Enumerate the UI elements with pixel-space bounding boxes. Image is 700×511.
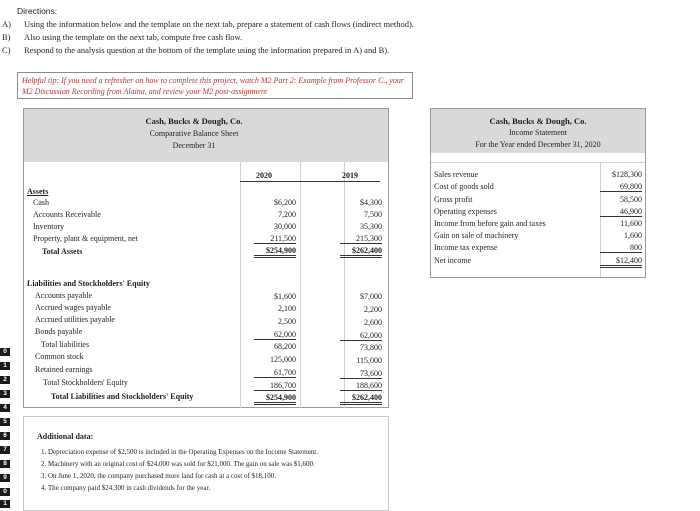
row-number[interactable]: 9 <box>0 474 10 482</box>
grid-line <box>300 162 301 408</box>
header-underline <box>240 181 380 182</box>
directions-title: Directions: <box>17 6 58 16</box>
is-row-value: 46,900 <box>600 207 642 217</box>
bs-row-label: Accrued utilities payable <box>35 315 115 324</box>
bs-value-2020: 2,100 <box>278 304 296 313</box>
is-row-value: 800 <box>600 243 642 253</box>
bs-value-2020: $1,600 <box>274 292 296 301</box>
bs-row-label: Accrued wages payable <box>35 303 111 312</box>
is-row-label: Gross profit <box>434 195 473 204</box>
row-number[interactable]: 2 <box>0 376 10 384</box>
row-number[interactable]: 0 <box>0 488 10 496</box>
row-number[interactable]: 5 <box>0 418 10 426</box>
is-row-label: Income tax expense <box>434 243 498 252</box>
bs-row-label: Retained earnings <box>35 365 93 374</box>
is-company-name: Cash, Bucks & Dough, Co. <box>489 116 587 126</box>
bs-value-2020: 7,200 <box>278 210 296 219</box>
bs-value-2020: 125,000 <box>270 355 296 364</box>
row-number[interactable]: 8 <box>0 460 10 468</box>
row-number[interactable]: 1 <box>0 500 10 508</box>
bs-value-2019: 7,500 <box>364 210 382 219</box>
row-number[interactable]: 4 <box>0 404 10 412</box>
bs-row-label: Accounts Receivable <box>33 210 101 219</box>
bs-value-2019: 2,200 <box>364 305 382 314</box>
bs-value-2019: 2,600 <box>364 318 382 327</box>
total-equity-2020: 186,700 <box>254 381 296 391</box>
total-le-2019: $262,400 <box>340 393 382 405</box>
direction-text: Using the information below and the template on the next tab, prepare a statement of cash flows (indirect method). <box>24 19 414 29</box>
bs-value-2019: 35,300 <box>360 222 382 231</box>
total-liabilities-label: Total liabilities <box>41 340 90 349</box>
is-row-label: Operating expenses <box>434 207 497 216</box>
bs-value-2019: 215,300 <box>340 234 382 244</box>
is-row-value: 69,800 <box>600 182 642 192</box>
bs-row-label: Property, plant & equipment, net <box>33 234 138 243</box>
additional-data-item: 4. The company paid $24,300 in cash dividends for the year. <box>41 484 211 492</box>
total-le-2020: $254,900 <box>254 393 296 405</box>
bs-value-2019: 115,000 <box>356 356 382 365</box>
bs-col-2019: 2019 <box>342 171 358 180</box>
is-row-value: 58,500 <box>620 195 642 204</box>
is-row-value: 11,600 <box>620 219 642 228</box>
is-row-label: Gain on sale of machinery <box>434 231 519 240</box>
is-row-label: Net income <box>434 256 472 265</box>
bs-value-2020: 2,500 <box>278 317 296 326</box>
is-row-value: $12,400 <box>600 256 642 268</box>
helpful-tip-text: Helpful tip: If you need a refresher on how to complete this project, watch M2 Part 2: Example from Professor C., your M2 Discussion Recording from Alaina, and review your M2 post-assignment <box>22 76 405 96</box>
row-number[interactable]: 7 <box>0 446 10 454</box>
is-row-label: Sales revenue <box>434 170 479 179</box>
bs-value-2019: 73,600 <box>340 369 382 379</box>
total-assets-label: Total Assets <box>42 247 83 256</box>
bs-company-name: Cash, Bucks & Dough, Co. <box>145 116 243 126</box>
bs-value-2020: 61,700 <box>254 368 296 378</box>
bs-value-2019: 62,000 <box>340 331 382 341</box>
additional-data-item: 3. On June 1, 2020, the company purchased more land for cash at a cost of $18,100. <box>41 472 277 480</box>
bs-row-label: Accounts payable <box>35 291 93 300</box>
bs-title: Comparative Balance Sheet <box>149 129 239 138</box>
bs-value-2020: 62,000 <box>254 330 296 340</box>
row-number[interactable]: 6 <box>0 432 10 440</box>
direction-text: Also using the template on the next tab, compute free cash flow. <box>24 32 243 42</box>
bs-value-2020: 211,500 <box>254 234 296 244</box>
direction-a <box>2 19 414 29</box>
direction-label: B) <box>2 32 11 42</box>
direction-text: Respond to the analysis question at the bottom of the template using the information prepared in A) and B). <box>24 45 390 55</box>
total-liabilities-2019: 73,800 <box>360 343 382 352</box>
bs-row-label: Common stock <box>35 352 84 361</box>
total-le-label: Total Liabilities and Stockholders' Equity <box>51 392 194 401</box>
bs-row-label: Inventory <box>33 222 65 231</box>
bs-value-2019: $7,000 <box>360 292 382 301</box>
total-equity-label: Total Stockholders' Equity <box>43 378 128 387</box>
row-number[interactable]: 3 <box>0 390 10 398</box>
is-row-value: $128,300 <box>612 170 642 179</box>
bs-value-2020: $6,200 <box>274 198 296 207</box>
is-period: For the Year ended December 31, 2020 <box>475 140 601 149</box>
bs-col-2020: 2020 <box>256 171 272 180</box>
total-assets-2020: $254,900 <box>254 246 296 258</box>
assets-heading: Assets <box>27 187 49 196</box>
bs-value-2020: 30,000 <box>274 222 296 231</box>
bs-row-label: Bonds payable <box>35 327 83 336</box>
grid-line <box>431 162 645 163</box>
row-number[interactable]: 0 <box>0 348 10 356</box>
additional-data-item: 2. Machinery with an original cost of $24,000 was sold for $21,000. The gain on sale was $1,600. <box>41 460 315 468</box>
additional-data-heading: Additional data: <box>37 432 94 441</box>
total-liabilities-2020: 68,200 <box>274 342 296 351</box>
helpful-tip[interactable] <box>17 72 413 99</box>
bs-date: December 31 <box>172 141 216 150</box>
direction-label: A) <box>2 19 11 29</box>
row-number[interactable]: 1 <box>0 362 10 370</box>
bs-value-2019: $4,300 <box>360 198 382 207</box>
is-row-label: Cost of goods sold <box>434 182 494 191</box>
additional-data-item: 1. Depreciation expense of $2,500 is included in the Operating Expenses on the Income Statement. <box>41 448 319 456</box>
direction-label: C) <box>2 45 11 55</box>
is-title: Income Statement <box>509 128 567 137</box>
total-equity-2019: 188,600 <box>340 381 382 391</box>
liabilities-heading: Liabilities and Stockholders' Equity <box>27 279 150 288</box>
bs-row-label: Cash <box>33 198 49 207</box>
direction-c <box>2 45 389 55</box>
is-row-value: 1,600 <box>624 231 642 240</box>
is-row-label: Income from before gain and taxes <box>434 219 546 228</box>
total-assets-2019: $262,400 <box>340 246 382 258</box>
direction-b <box>2 32 242 42</box>
